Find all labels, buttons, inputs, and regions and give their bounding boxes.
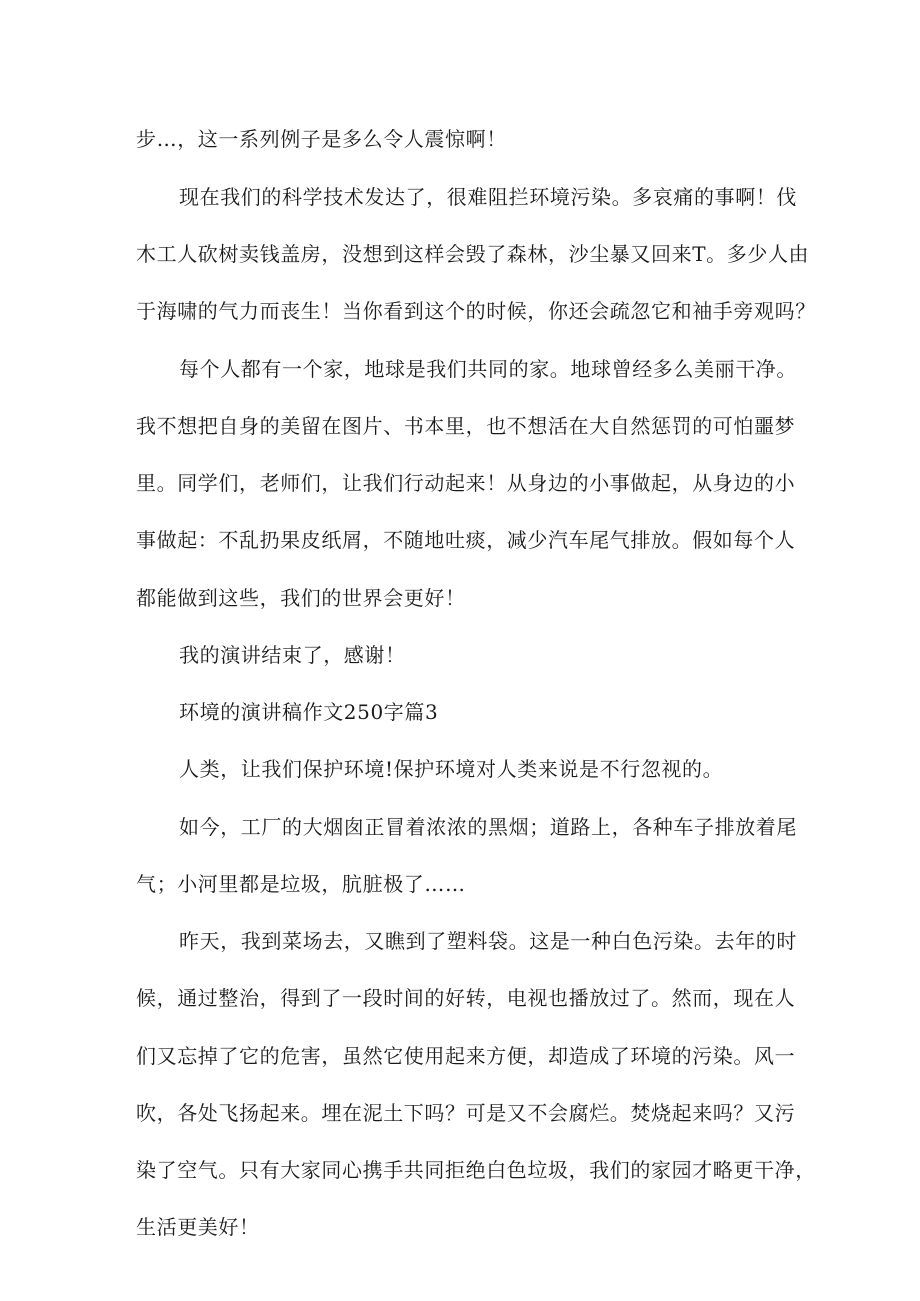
paragraph-8-line-1: 昨天，我到菜场去，又瞧到了塑料袋。这是一种白色污染。去年的时 <box>179 929 797 953</box>
paragraph-2-line-3: 于海啸的气力而丧生！当你看到这个的时候，你还会疏忽它和袖手旁观吗？ <box>136 299 816 323</box>
paragraph-3-line-3: 里。同学们，老师们，让我们行动起来！从身边的小事做起，从身边的小 <box>136 471 796 495</box>
paragraph-7-line-1: 如今，工厂的大烟囱正冒着浓浓的黑烟；道路上，各种车子排放着尾 <box>179 815 797 839</box>
paragraph-3-line-4: 事做起：不乱扔果皮纸屑，不随地吐痰，减少汽车尾气排放。假如每个人 <box>136 528 796 552</box>
paragraph-8-line-3: 们又忘掉了它的危害，虽然它使用起来方便，却造成了环境的污染。风一 <box>136 1044 796 1068</box>
paragraph-8-line-2: 候，通过整治，得到了一段时间的好转，电视也播放过了。然而，现在人 <box>136 986 796 1010</box>
section-title: 环境的演讲稿作文250字篇3 <box>179 700 439 724</box>
paragraph-3-line-5: 都能做到这些，我们的世界会更好！ <box>136 586 466 610</box>
paragraph-8-line-4: 吹，各处飞扬起来。埋在泥土下吗？可是又不会腐烂。焚烧起来吗？又污 <box>136 1101 796 1125</box>
paragraph-2-line-1: 现在我们的科学技术发达了，很难阻拦环境污染。多哀痛的事啊！伐 <box>179 185 797 209</box>
paragraph-6-line-1: 人类，让我们保护环境!保护环境对人类来说是不行忽视的。 <box>179 757 724 781</box>
paragraph-1-line-1: 步…，这一系列例子是多么令人震惊啊！ <box>136 127 507 151</box>
paragraph-4-line-1: 我的演讲结束了，感谢！ <box>179 643 406 667</box>
paragraph-8-line-5: 染了空气。只有大家同心携手共同拒绝白色垃圾，我们的家园才略更干净， <box>136 1158 816 1182</box>
paragraph-7-line-2: 气；小河里都是垃圾，肮脏极了…… <box>136 872 466 896</box>
paragraph-3-line-1: 每个人都有一个家，地球是我们共同的家。地球曾经多么美丽干净。 <box>179 357 797 381</box>
paragraph-2-line-2: 木工人砍树卖钱盖房，没想到这样会毁了森林，沙尘暴又回来T。多少人由 <box>136 242 810 266</box>
paragraph-3-line-2: 我不想把自身的美留在图片、书本里，也不想活在大自然惩罚的可怕噩梦 <box>136 414 796 438</box>
paragraph-8-line-6: 生活更美好！ <box>136 1215 260 1239</box>
